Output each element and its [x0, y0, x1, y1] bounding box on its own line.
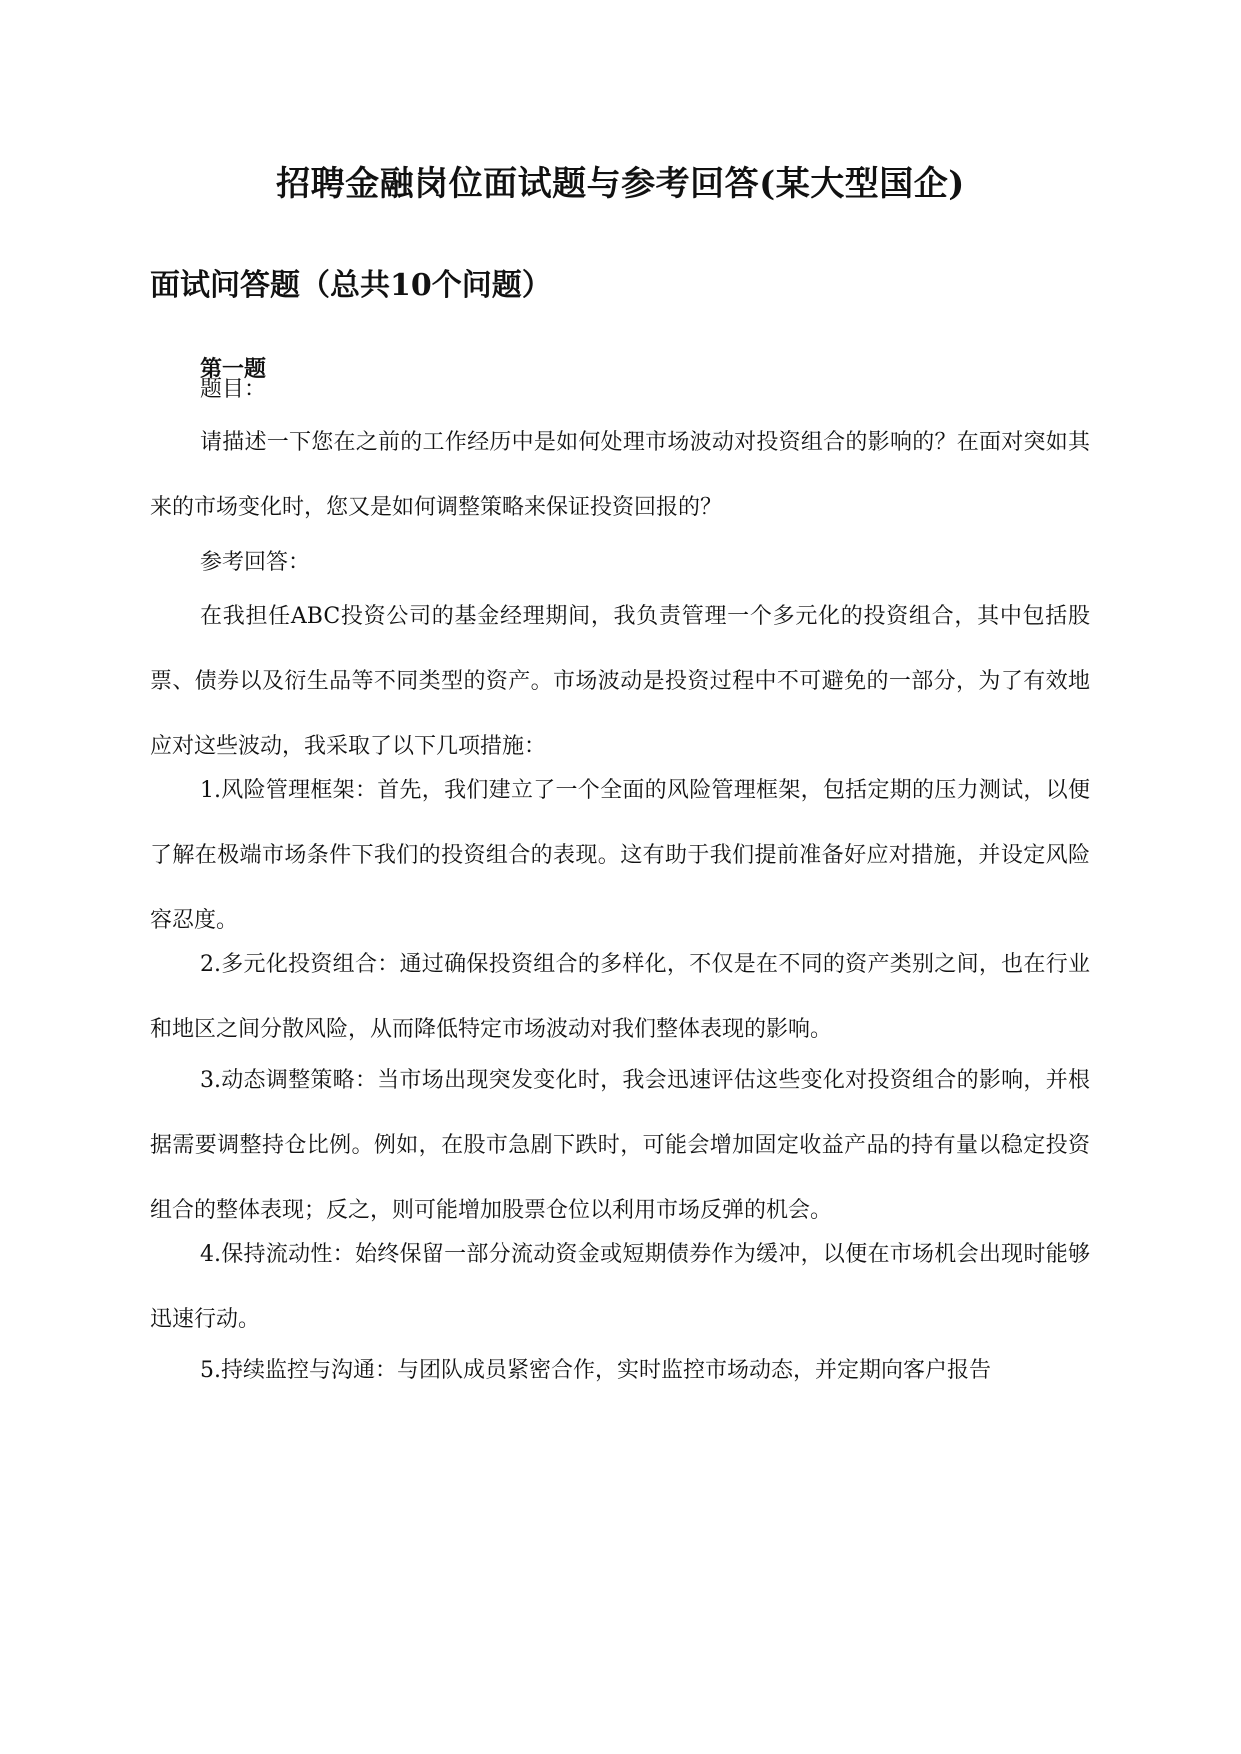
question-label: 题目：	[200, 377, 267, 402]
document-title: 招聘金融岗位面试题与参考回答(某大型国企)	[276, 164, 965, 204]
section-heading: 面试问答题（总共10个问题）	[150, 268, 552, 303]
question-heading: 第一题	[200, 356, 267, 382]
question-text: 请描述一下您在之前的工作经历中是如何处理市场波动对投资组合的影响的？在面对突如其来的市场变化时，您又是如何调整策略来保证投资回报的？	[150, 430, 1090, 520]
answer-point-2: 2.多元化投资组合：通过确保投资组合的多样化，不仅是在不同的资产类别之间，也在行业和地区之间分散风险，从而降低特定市场波动对我们整体表现的影响。	[150, 952, 1090, 1042]
answer-label: 参考回答：	[200, 550, 311, 575]
answer-point-3: 3.动态调整策略：当市场出现突发变化时，我会迅速评估这些变化对投资组合的影响，并根据需要调整持仓比例。例如，在股市急剧下跌时，可能会增加固定收益产品的持有量以稳定投资组合的整体表现；反之，则可能增加股票仓位以利用市场反弹的机会。	[150, 1068, 1090, 1223]
answer-point-4: 4.保持流动性：始终保留一部分流动资金或短期债券作为缓冲，以便在市场机会出现时能够迅速行动。	[150, 1242, 1090, 1332]
answer-point-1: 1.风险管理框架：首先，我们建立了一个全面的风险管理框架，包括定期的压力测试，以便了解在极端市场条件下我们的投资组合的表现。这有助于我们提前准备好应对措施，并设定风险容忍度。	[150, 778, 1090, 933]
answer-intro: 在我担任ABC投资公司的基金经理期间，我负责管理一个多元化的投资组合，其中包括股票、债券以及衍生品等不同类型的资产。市场波动是投资过程中不可避免的一部分，为了有效地应对这些波动，我采取了以下几项措施：	[150, 604, 1090, 759]
answer-point-5: 5.持续监控与沟通：与团队成员紧密合作，实时监控市场动态，并定期向客户报告	[200, 1358, 991, 1383]
